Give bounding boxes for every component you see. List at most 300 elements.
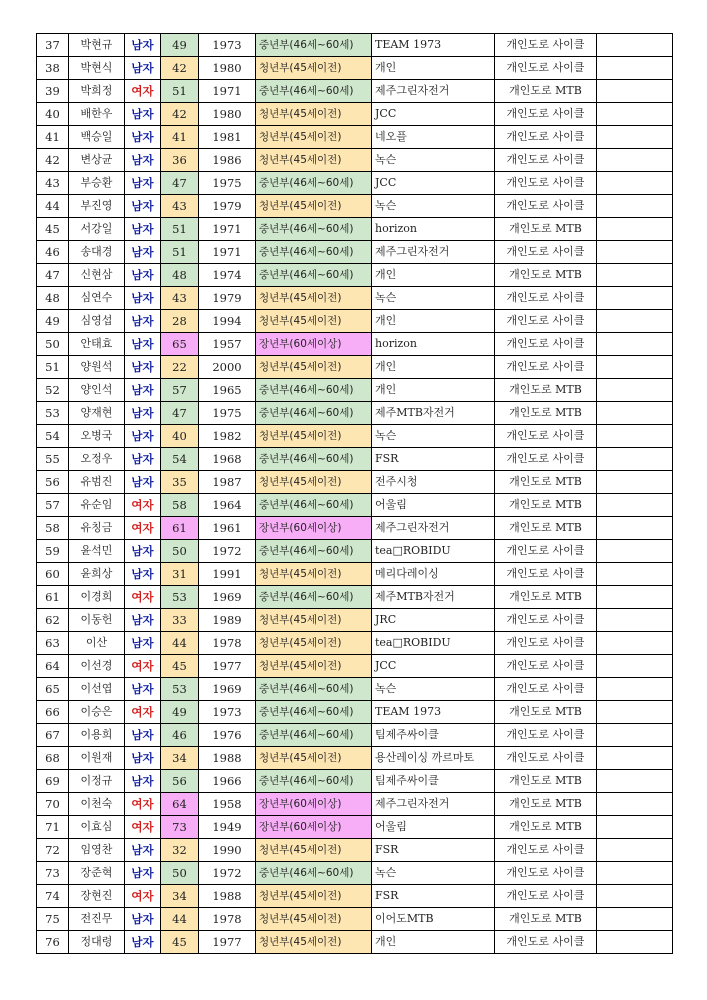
cell-birth-year: 1949 xyxy=(199,816,256,839)
cell-age: 53 xyxy=(161,586,199,609)
cell-age: 50 xyxy=(161,862,199,885)
cell-team: horizon xyxy=(372,333,495,356)
table-row xyxy=(37,80,673,103)
cell-age: 43 xyxy=(161,287,199,310)
cell-empty xyxy=(597,80,673,103)
cell-empty xyxy=(597,172,673,195)
cell-division: 청년부(45세이전) xyxy=(256,356,372,379)
cell-division: 중년부(46세~60세) xyxy=(256,586,372,609)
cell-name: 양재현 xyxy=(69,402,125,425)
table-row xyxy=(37,609,673,632)
cell-birth-year: 1979 xyxy=(199,287,256,310)
cell-birth-year: 1988 xyxy=(199,747,256,770)
cell-birth-year: 1989 xyxy=(199,609,256,632)
cell-empty xyxy=(597,264,673,287)
cell-birth-year: 1991 xyxy=(199,563,256,586)
cell-gender: 남자 xyxy=(125,724,161,747)
cell-gender: 남자 xyxy=(125,149,161,172)
cell-age: 64 xyxy=(161,793,199,816)
cell-team: 제주그린자전거 xyxy=(372,793,495,816)
table-row xyxy=(37,494,673,517)
cell-empty xyxy=(597,218,673,241)
cell-course: 개인도로 사이클 xyxy=(495,103,597,126)
cell-course: 개인도로 사이클 xyxy=(495,839,597,862)
cell-name: 정대령 xyxy=(69,931,125,954)
cell-team: FSR xyxy=(372,448,495,471)
cell-age: 54 xyxy=(161,448,199,471)
cell-birth-year: 1977 xyxy=(199,931,256,954)
table-row xyxy=(37,931,673,954)
cell-team: 개인 xyxy=(372,379,495,402)
cell-number: 46 xyxy=(37,241,69,264)
cell-empty xyxy=(597,402,673,425)
table-row xyxy=(37,333,673,356)
cell-number: 66 xyxy=(37,701,69,724)
cell-name: 이경희 xyxy=(69,586,125,609)
cell-age: 57 xyxy=(161,379,199,402)
cell-course: 개인도로 MTB xyxy=(495,908,597,931)
cell-empty xyxy=(597,540,673,563)
cell-course: 개인도로 MTB xyxy=(495,379,597,402)
cell-team: 녹슨 xyxy=(372,149,495,172)
cell-gender: 남자 xyxy=(125,333,161,356)
cell-name: 부승환 xyxy=(69,172,125,195)
cell-course: 개인도로 사이클 xyxy=(495,931,597,954)
cell-gender: 여자 xyxy=(125,494,161,517)
cell-number: 56 xyxy=(37,471,69,494)
cell-empty xyxy=(597,770,673,793)
cell-gender: 여자 xyxy=(125,701,161,724)
cell-name: 부진영 xyxy=(69,195,125,218)
cell-age: 49 xyxy=(161,701,199,724)
cell-name: 이선엽 xyxy=(69,678,125,701)
cell-age: 44 xyxy=(161,908,199,931)
cell-age: 45 xyxy=(161,655,199,678)
table-row xyxy=(37,885,673,908)
cell-division: 청년부(45세이전) xyxy=(256,149,372,172)
cell-name: 이선경 xyxy=(69,655,125,678)
cell-empty xyxy=(597,287,673,310)
cell-number: 39 xyxy=(37,80,69,103)
cell-division: 중년부(46세~60세) xyxy=(256,218,372,241)
cell-name: 박현식 xyxy=(69,57,125,80)
cell-number: 57 xyxy=(37,494,69,517)
cell-gender: 남자 xyxy=(125,862,161,885)
table-row xyxy=(37,172,673,195)
cell-empty xyxy=(597,931,673,954)
cell-empty xyxy=(597,885,673,908)
cell-birth-year: 1980 xyxy=(199,103,256,126)
cell-gender: 여자 xyxy=(125,816,161,839)
cell-team: TEAM 1973 xyxy=(372,34,495,57)
table-row xyxy=(37,770,673,793)
cell-number: 43 xyxy=(37,172,69,195)
cell-course: 개인도로 사이클 xyxy=(495,678,597,701)
cell-name: 오정우 xyxy=(69,448,125,471)
cell-team: 전주시청 xyxy=(372,471,495,494)
cell-course: 개인도로 MTB xyxy=(495,517,597,540)
cell-empty xyxy=(597,816,673,839)
table-row xyxy=(37,632,673,655)
table-row xyxy=(37,425,673,448)
cell-name: 송대경 xyxy=(69,241,125,264)
cell-gender: 남자 xyxy=(125,678,161,701)
cell-empty xyxy=(597,149,673,172)
cell-age: 61 xyxy=(161,517,199,540)
cell-number: 54 xyxy=(37,425,69,448)
cell-team: FSR xyxy=(372,885,495,908)
cell-birth-year: 1977 xyxy=(199,655,256,678)
cell-number: 37 xyxy=(37,34,69,57)
cell-age: 47 xyxy=(161,172,199,195)
table-row xyxy=(37,540,673,563)
cell-course: 개인도로 사이클 xyxy=(495,126,597,149)
cell-gender: 남자 xyxy=(125,310,161,333)
cell-team: JCC xyxy=(372,172,495,195)
cell-gender: 남자 xyxy=(125,287,161,310)
cell-division: 중년부(46세~60세) xyxy=(256,264,372,287)
cell-birth-year: 1964 xyxy=(199,494,256,517)
table-row xyxy=(37,57,673,80)
cell-name: 이효심 xyxy=(69,816,125,839)
cell-birth-year: 1990 xyxy=(199,839,256,862)
cell-course: 개인도로 사이클 xyxy=(495,57,597,80)
cell-age: 48 xyxy=(161,264,199,287)
cell-number: 64 xyxy=(37,655,69,678)
cell-empty xyxy=(597,609,673,632)
cell-birth-year: 1978 xyxy=(199,632,256,655)
cell-gender: 남자 xyxy=(125,57,161,80)
cell-division: 중년부(46세~60세) xyxy=(256,34,372,57)
cell-number: 48 xyxy=(37,287,69,310)
cell-course: 개인도로 사이클 xyxy=(495,540,597,563)
cell-age: 56 xyxy=(161,770,199,793)
cell-team: 개인 xyxy=(372,57,495,80)
cell-number: 55 xyxy=(37,448,69,471)
cell-division: 중년부(46세~60세) xyxy=(256,678,372,701)
cell-division: 중년부(46세~60세) xyxy=(256,770,372,793)
cell-name: 이정규 xyxy=(69,770,125,793)
cell-empty xyxy=(597,908,673,931)
cell-division: 중년부(46세~60세) xyxy=(256,172,372,195)
cell-team: 네오플 xyxy=(372,126,495,149)
cell-gender: 남자 xyxy=(125,931,161,954)
cell-course: 개인도로 MTB xyxy=(495,816,597,839)
cell-number: 53 xyxy=(37,402,69,425)
cell-course: 개인도로 사이클 xyxy=(495,632,597,655)
cell-team: tea□ROBIDU xyxy=(372,632,495,655)
cell-division: 청년부(45세이전) xyxy=(256,425,372,448)
cell-birth-year: 1969 xyxy=(199,678,256,701)
table-row xyxy=(37,471,673,494)
cell-name: 심연수 xyxy=(69,287,125,310)
cell-gender: 남자 xyxy=(125,540,161,563)
cell-birth-year: 1976 xyxy=(199,724,256,747)
participant-rows xyxy=(37,34,673,954)
cell-course: 개인도로 MTB xyxy=(495,218,597,241)
cell-division: 청년부(45세이전) xyxy=(256,57,372,80)
cell-birth-year: 1981 xyxy=(199,126,256,149)
cell-name: 장현진 xyxy=(69,885,125,908)
cell-name: 이산 xyxy=(69,632,125,655)
cell-age: 33 xyxy=(161,609,199,632)
cell-name: 이동헌 xyxy=(69,609,125,632)
cell-empty xyxy=(597,793,673,816)
cell-division: 중년부(46세~60세) xyxy=(256,494,372,517)
cell-number: 44 xyxy=(37,195,69,218)
cell-age: 51 xyxy=(161,80,199,103)
table-row xyxy=(37,287,673,310)
cell-name: 윤석민 xyxy=(69,540,125,563)
cell-course: 개인도로 사이클 xyxy=(495,195,597,218)
cell-number: 61 xyxy=(37,586,69,609)
cell-team: 개인 xyxy=(372,931,495,954)
cell-empty xyxy=(597,356,673,379)
cell-division: 청년부(45세이전) xyxy=(256,563,372,586)
cell-division: 청년부(45세이전) xyxy=(256,310,372,333)
cell-number: 75 xyxy=(37,908,69,931)
cell-empty xyxy=(597,724,673,747)
cell-team: 어울림 xyxy=(372,494,495,517)
cell-age: 49 xyxy=(161,34,199,57)
cell-gender: 남자 xyxy=(125,609,161,632)
participant-table-container xyxy=(36,33,673,954)
cell-birth-year: 1973 xyxy=(199,34,256,57)
cell-division: 청년부(45세이전) xyxy=(256,103,372,126)
cell-division: 청년부(45세이전) xyxy=(256,655,372,678)
cell-gender: 남자 xyxy=(125,195,161,218)
cell-course: 개인도로 사이클 xyxy=(495,862,597,885)
table-row xyxy=(37,655,673,678)
table-row xyxy=(37,448,673,471)
cell-division: 중년부(46세~60세) xyxy=(256,379,372,402)
cell-course: 개인도로 사이클 xyxy=(495,425,597,448)
cell-empty xyxy=(597,425,673,448)
cell-empty xyxy=(597,563,673,586)
table-row xyxy=(37,678,673,701)
cell-gender: 남자 xyxy=(125,908,161,931)
cell-age: 34 xyxy=(161,885,199,908)
cell-age: 73 xyxy=(161,816,199,839)
cell-course: 개인도로 MTB xyxy=(495,494,597,517)
cell-empty xyxy=(597,862,673,885)
cell-name: 이용희 xyxy=(69,724,125,747)
cell-empty xyxy=(597,586,673,609)
table-row xyxy=(37,517,673,540)
cell-division: 청년부(45세이전) xyxy=(256,609,372,632)
cell-team: JCC xyxy=(372,655,495,678)
cell-empty xyxy=(597,34,673,57)
cell-birth-year: 1978 xyxy=(199,908,256,931)
cell-division: 중년부(46세~60세) xyxy=(256,402,372,425)
cell-division: 중년부(46세~60세) xyxy=(256,724,372,747)
cell-team: 녹슨 xyxy=(372,287,495,310)
cell-age: 42 xyxy=(161,57,199,80)
cell-gender: 남자 xyxy=(125,103,161,126)
cell-course: 개인도로 사이클 xyxy=(495,172,597,195)
cell-team: horizon xyxy=(372,218,495,241)
cell-division: 중년부(46세~60세) xyxy=(256,80,372,103)
cell-age: 46 xyxy=(161,724,199,747)
cell-division: 청년부(45세이전) xyxy=(256,747,372,770)
cell-gender: 여자 xyxy=(125,586,161,609)
cell-name: 이원재 xyxy=(69,747,125,770)
cell-empty xyxy=(597,448,673,471)
cell-number: 38 xyxy=(37,57,69,80)
table-row xyxy=(37,724,673,747)
table-row xyxy=(37,908,673,931)
cell-division: 청년부(45세이전) xyxy=(256,839,372,862)
cell-gender: 남자 xyxy=(125,402,161,425)
cell-team: 개인 xyxy=(372,264,495,287)
cell-gender: 여자 xyxy=(125,885,161,908)
cell-number: 41 xyxy=(37,126,69,149)
cell-course: 개인도로 사이클 xyxy=(495,609,597,632)
cell-course: 개인도로 사이클 xyxy=(495,724,597,747)
cell-course: 개인도로 사이클 xyxy=(495,149,597,172)
cell-age: 53 xyxy=(161,678,199,701)
cell-number: 49 xyxy=(37,310,69,333)
cell-name: 양인석 xyxy=(69,379,125,402)
table-row xyxy=(37,195,673,218)
cell-division: 청년부(45세이전) xyxy=(256,632,372,655)
cell-gender: 남자 xyxy=(125,126,161,149)
cell-age: 47 xyxy=(161,402,199,425)
table-row xyxy=(37,34,673,57)
cell-age: 34 xyxy=(161,747,199,770)
table-row xyxy=(37,793,673,816)
table-row xyxy=(37,402,673,425)
cell-age: 50 xyxy=(161,540,199,563)
cell-gender: 남자 xyxy=(125,356,161,379)
cell-division: 장년부(60세이상) xyxy=(256,793,372,816)
cell-name: 오병국 xyxy=(69,425,125,448)
table-row xyxy=(37,149,673,172)
cell-age: 51 xyxy=(161,241,199,264)
cell-division: 청년부(45세이전) xyxy=(256,126,372,149)
table-row xyxy=(37,563,673,586)
cell-age: 65 xyxy=(161,333,199,356)
cell-division: 중년부(46세~60세) xyxy=(256,448,372,471)
cell-number: 69 xyxy=(37,770,69,793)
table-row xyxy=(37,816,673,839)
cell-course: 개인도로 사이클 xyxy=(495,448,597,471)
cell-empty xyxy=(597,241,673,264)
cell-course: 개인도로 MTB xyxy=(495,471,597,494)
cell-age: 44 xyxy=(161,632,199,655)
cell-gender: 남자 xyxy=(125,241,161,264)
cell-number: 58 xyxy=(37,517,69,540)
cell-age: 41 xyxy=(161,126,199,149)
table-row xyxy=(37,264,673,287)
participant-table xyxy=(36,33,673,954)
cell-name: 유범진 xyxy=(69,471,125,494)
cell-division: 청년부(45세이전) xyxy=(256,195,372,218)
cell-number: 51 xyxy=(37,356,69,379)
cell-birth-year: 1971 xyxy=(199,80,256,103)
cell-number: 67 xyxy=(37,724,69,747)
cell-birth-year: 1965 xyxy=(199,379,256,402)
cell-number: 47 xyxy=(37,264,69,287)
cell-course: 개인도로 사이클 xyxy=(495,34,597,57)
table-row xyxy=(37,379,673,402)
cell-name: 전진무 xyxy=(69,908,125,931)
cell-division: 중년부(46세~60세) xyxy=(256,540,372,563)
cell-team: 팀제주싸이클 xyxy=(372,724,495,747)
cell-empty xyxy=(597,126,673,149)
cell-birth-year: 1971 xyxy=(199,218,256,241)
cell-age: 22 xyxy=(161,356,199,379)
cell-empty xyxy=(597,747,673,770)
cell-birth-year: 1987 xyxy=(199,471,256,494)
cell-course: 개인도로 사이클 xyxy=(495,310,597,333)
cell-team: 메리다레이싱 xyxy=(372,563,495,586)
cell-gender: 여자 xyxy=(125,517,161,540)
cell-team: 팀제주싸이클 xyxy=(372,770,495,793)
cell-birth-year: 1961 xyxy=(199,517,256,540)
table-row xyxy=(37,839,673,862)
cell-age: 40 xyxy=(161,425,199,448)
cell-number: 42 xyxy=(37,149,69,172)
cell-gender: 남자 xyxy=(125,379,161,402)
cell-gender: 남자 xyxy=(125,632,161,655)
cell-division: 청년부(45세이전) xyxy=(256,287,372,310)
cell-name: 박희정 xyxy=(69,80,125,103)
cell-empty xyxy=(597,333,673,356)
cell-number: 45 xyxy=(37,218,69,241)
table-row xyxy=(37,126,673,149)
cell-empty xyxy=(597,517,673,540)
cell-gender: 남자 xyxy=(125,747,161,770)
cell-birth-year: 1957 xyxy=(199,333,256,356)
cell-birth-year: 1980 xyxy=(199,57,256,80)
cell-team: 이어도MTB xyxy=(372,908,495,931)
cell-gender: 남자 xyxy=(125,218,161,241)
cell-empty xyxy=(597,839,673,862)
cell-name: 박현규 xyxy=(69,34,125,57)
cell-division: 청년부(45세이전) xyxy=(256,471,372,494)
table-row xyxy=(37,103,673,126)
cell-age: 51 xyxy=(161,218,199,241)
cell-gender: 여자 xyxy=(125,80,161,103)
cell-birth-year: 1986 xyxy=(199,149,256,172)
cell-name: 양원석 xyxy=(69,356,125,379)
cell-empty xyxy=(597,310,673,333)
cell-name: 이승은 xyxy=(69,701,125,724)
cell-division: 청년부(45세이전) xyxy=(256,908,372,931)
cell-number: 76 xyxy=(37,931,69,954)
cell-empty xyxy=(597,494,673,517)
cell-age: 58 xyxy=(161,494,199,517)
table-row xyxy=(37,586,673,609)
cell-team: FSR xyxy=(372,839,495,862)
cell-gender: 남자 xyxy=(125,264,161,287)
cell-number: 73 xyxy=(37,862,69,885)
cell-course: 개인도로 사이클 xyxy=(495,356,597,379)
cell-course: 개인도로 MTB xyxy=(495,586,597,609)
cell-birth-year: 1974 xyxy=(199,264,256,287)
cell-birth-year: 1971 xyxy=(199,241,256,264)
table-row xyxy=(37,862,673,885)
cell-division: 청년부(45세이전) xyxy=(256,931,372,954)
cell-empty xyxy=(597,678,673,701)
cell-team: 제주MTB자전거 xyxy=(372,402,495,425)
cell-course: 개인도로 사이클 xyxy=(495,747,597,770)
cell-gender: 여자 xyxy=(125,655,161,678)
cell-birth-year: 1972 xyxy=(199,862,256,885)
cell-empty xyxy=(597,195,673,218)
cell-gender: 여자 xyxy=(125,793,161,816)
